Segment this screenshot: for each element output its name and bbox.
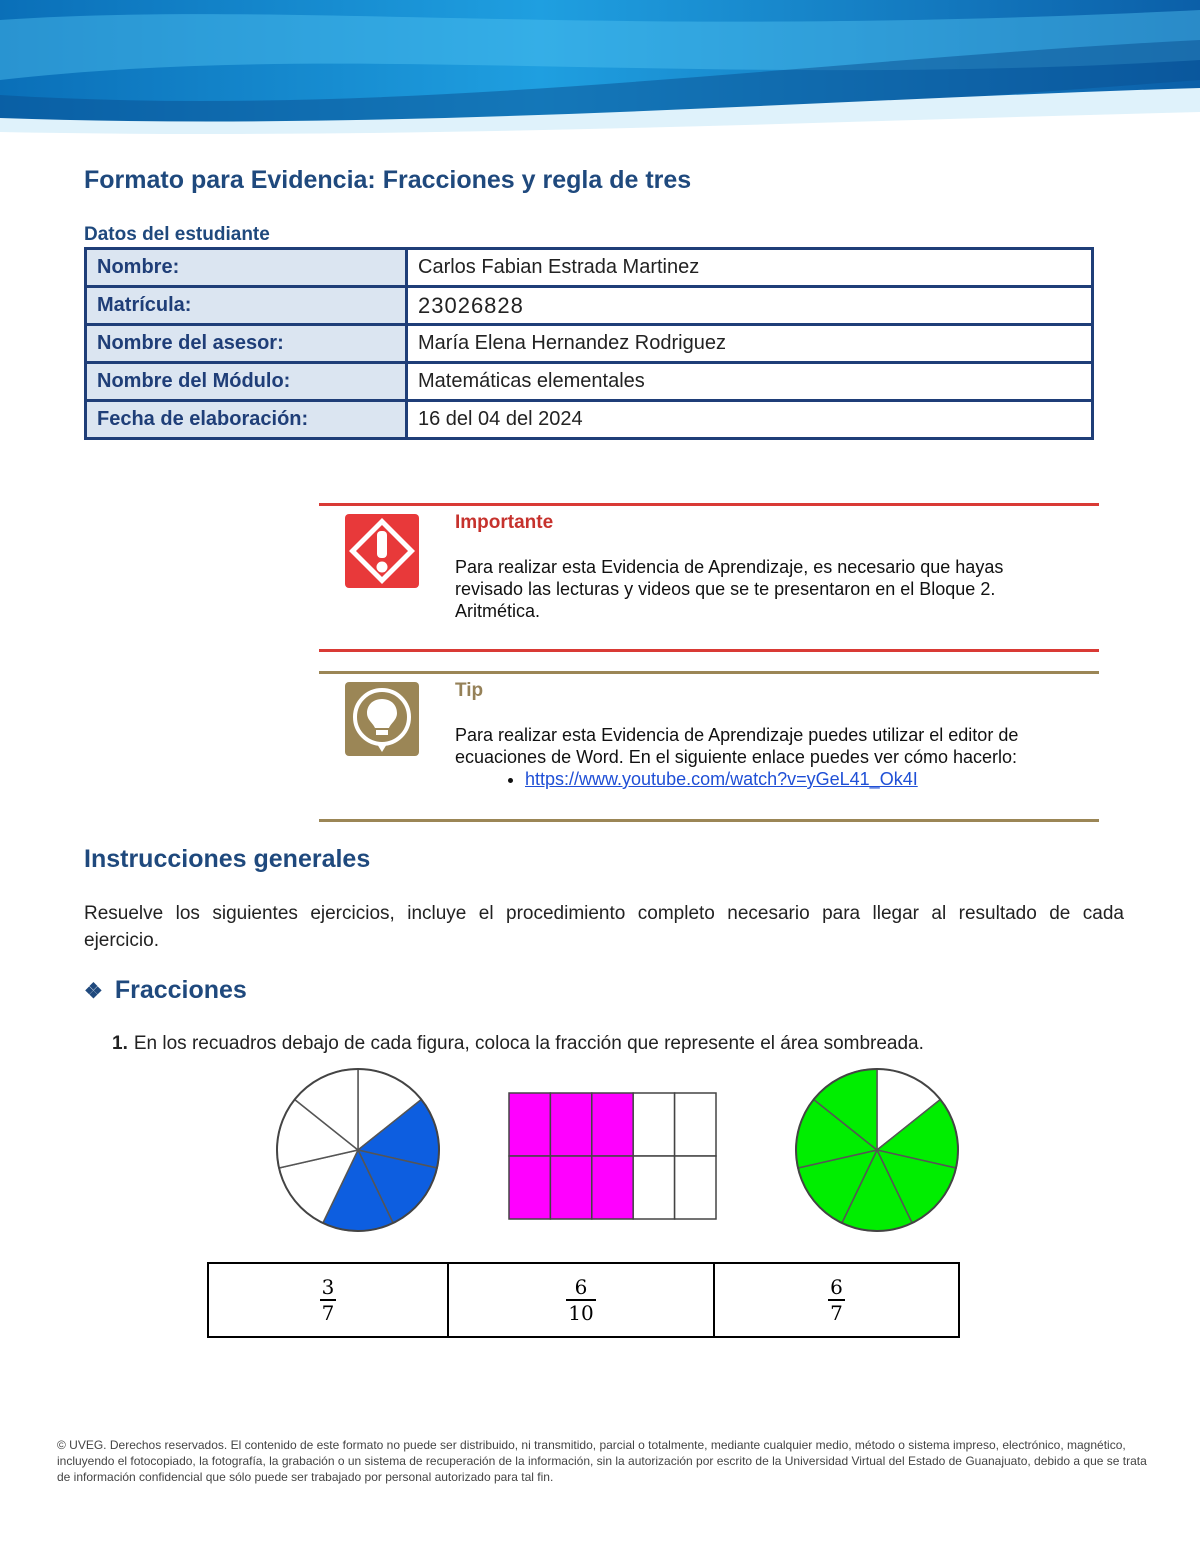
date-label: Fecha de elaboración:: [86, 401, 407, 439]
table-row: [86, 325, 1093, 363]
numerator: 6: [830, 1275, 843, 1299]
answers-table: [207, 1262, 960, 1338]
student-data-label: Datos del estudiante: [84, 224, 270, 245]
answer-cell-3[interactable]: [714, 1263, 959, 1337]
document-title: Formato para Evidencia: Fracciones y regla de tres: [84, 166, 692, 194]
module-name-label: Nombre del Módulo:: [86, 363, 407, 401]
tip-title: Tip: [455, 680, 484, 701]
numerator: 6: [566, 1275, 595, 1301]
important-text: Para realizar esta Evidencia de Aprendizaje, es necesario que hayas revisado las lecturas y videos que se te presentaron en el Bloque 2. Aritmética.: [455, 557, 1004, 621]
table-row: [86, 401, 1093, 439]
general-instructions-text: Resuelve los siguientes ejercicios, incluye el procedimiento completo necesario para llegar al resultado de cada ejercicio.: [84, 903, 1124, 951]
circle-figure-green: [796, 1069, 958, 1231]
important-title: Importante: [455, 512, 554, 533]
advisor-name-value: María Elena Hernandez Rodriguez: [407, 325, 1093, 363]
question-text: En los recuadros debajo de cada figura, coloca la fracción que represente el área sombreada.: [133, 1033, 924, 1054]
fraction-answer: [320, 1275, 337, 1325]
fraction-figures: [260, 1062, 980, 1234]
student-name-label: Nombre:: [86, 249, 407, 287]
important-callout: [319, 503, 1099, 652]
empty-cell: [633, 1156, 674, 1219]
empty-cell: [675, 1156, 716, 1219]
rectangle-figure-magenta: [509, 1093, 716, 1219]
matricula-label: Matrícula:: [86, 287, 407, 325]
fraction-answer: [566, 1275, 595, 1325]
student-name-value: Carlos Fabian Estrada Martinez: [407, 249, 1093, 287]
empty-cell: [675, 1093, 716, 1156]
diamond-bullet-icon: ❖: [84, 980, 103, 1003]
table-row: [86, 287, 1093, 325]
shaded-cell: [509, 1093, 550, 1156]
matricula-value: 23026828: [407, 287, 1093, 325]
denominator: 7: [830, 1301, 843, 1325]
shaded-cell: [592, 1093, 633, 1156]
fraction-answer: [828, 1275, 845, 1325]
numerator: 3: [321, 1275, 335, 1299]
circle-figure-blue: [277, 1069, 439, 1231]
tip-text: Para realizar esta Evidencia de Aprendizaje puedes utilizar el editor de ecuaciones de Word. En el siguiente enlace puedes ver cómo hacerlo:: [455, 725, 1019, 767]
shaded-cell: [509, 1156, 550, 1219]
student-data-table: [84, 247, 1094, 440]
table-row: [86, 363, 1093, 401]
tip-callout: [319, 671, 1099, 822]
shaded-cell: [550, 1093, 591, 1156]
advisor-name-label: Nombre del asesor:: [86, 325, 407, 363]
denominator: 7: [321, 1301, 335, 1325]
general-instructions-heading: Instrucciones generales: [84, 845, 371, 873]
tip-link-list: [455, 768, 1075, 790]
youtube-link[interactable]: https://www.youtube.com/watch?v=yGeL41_Ok4I: [525, 769, 918, 789]
warning-icon: [345, 514, 419, 588]
list-item: [525, 768, 1075, 790]
question-1: [112, 1033, 924, 1055]
shaded-cell: [592, 1156, 633, 1219]
shaded-cell: [550, 1156, 591, 1219]
tip-body: [455, 724, 1075, 790]
fractions-heading-text: Fracciones: [114, 976, 247, 1004]
table-row: [86, 249, 1093, 287]
table-row: [208, 1263, 959, 1337]
answer-cell-2[interactable]: [448, 1263, 714, 1337]
header-banner: [0, 0, 1200, 150]
lightbulb-icon: [345, 682, 419, 756]
module-name-value: Matemáticas elementales: [407, 363, 1093, 401]
denominator: 10: [568, 1301, 594, 1325]
date-value: 16 del 04 del 2024: [407, 401, 1093, 439]
question-number: 1.: [112, 1033, 128, 1054]
fractions-heading: [84, 976, 247, 1005]
answer-cell-1[interactable]: [208, 1263, 448, 1337]
empty-cell: [633, 1093, 674, 1156]
copyright-footer: © UVEG. Derechos reservados. El contenido de este formato no puede ser distribuido, ni transmitido, parcial o totalmente, mediante cualquier medio, método o sistema impreso, electrónico, magnético, incluyendo el fotocopiado, la fotografía, la grabación o un sistema de recuperación de la información, sin la autorización por escrito de la Universidad Virtual del Estado de Guanajuato, debido a que se trata de información confidencial que sólo puede ser trabajado por personal autorizado para tal fin.: [57, 1438, 1147, 1484]
